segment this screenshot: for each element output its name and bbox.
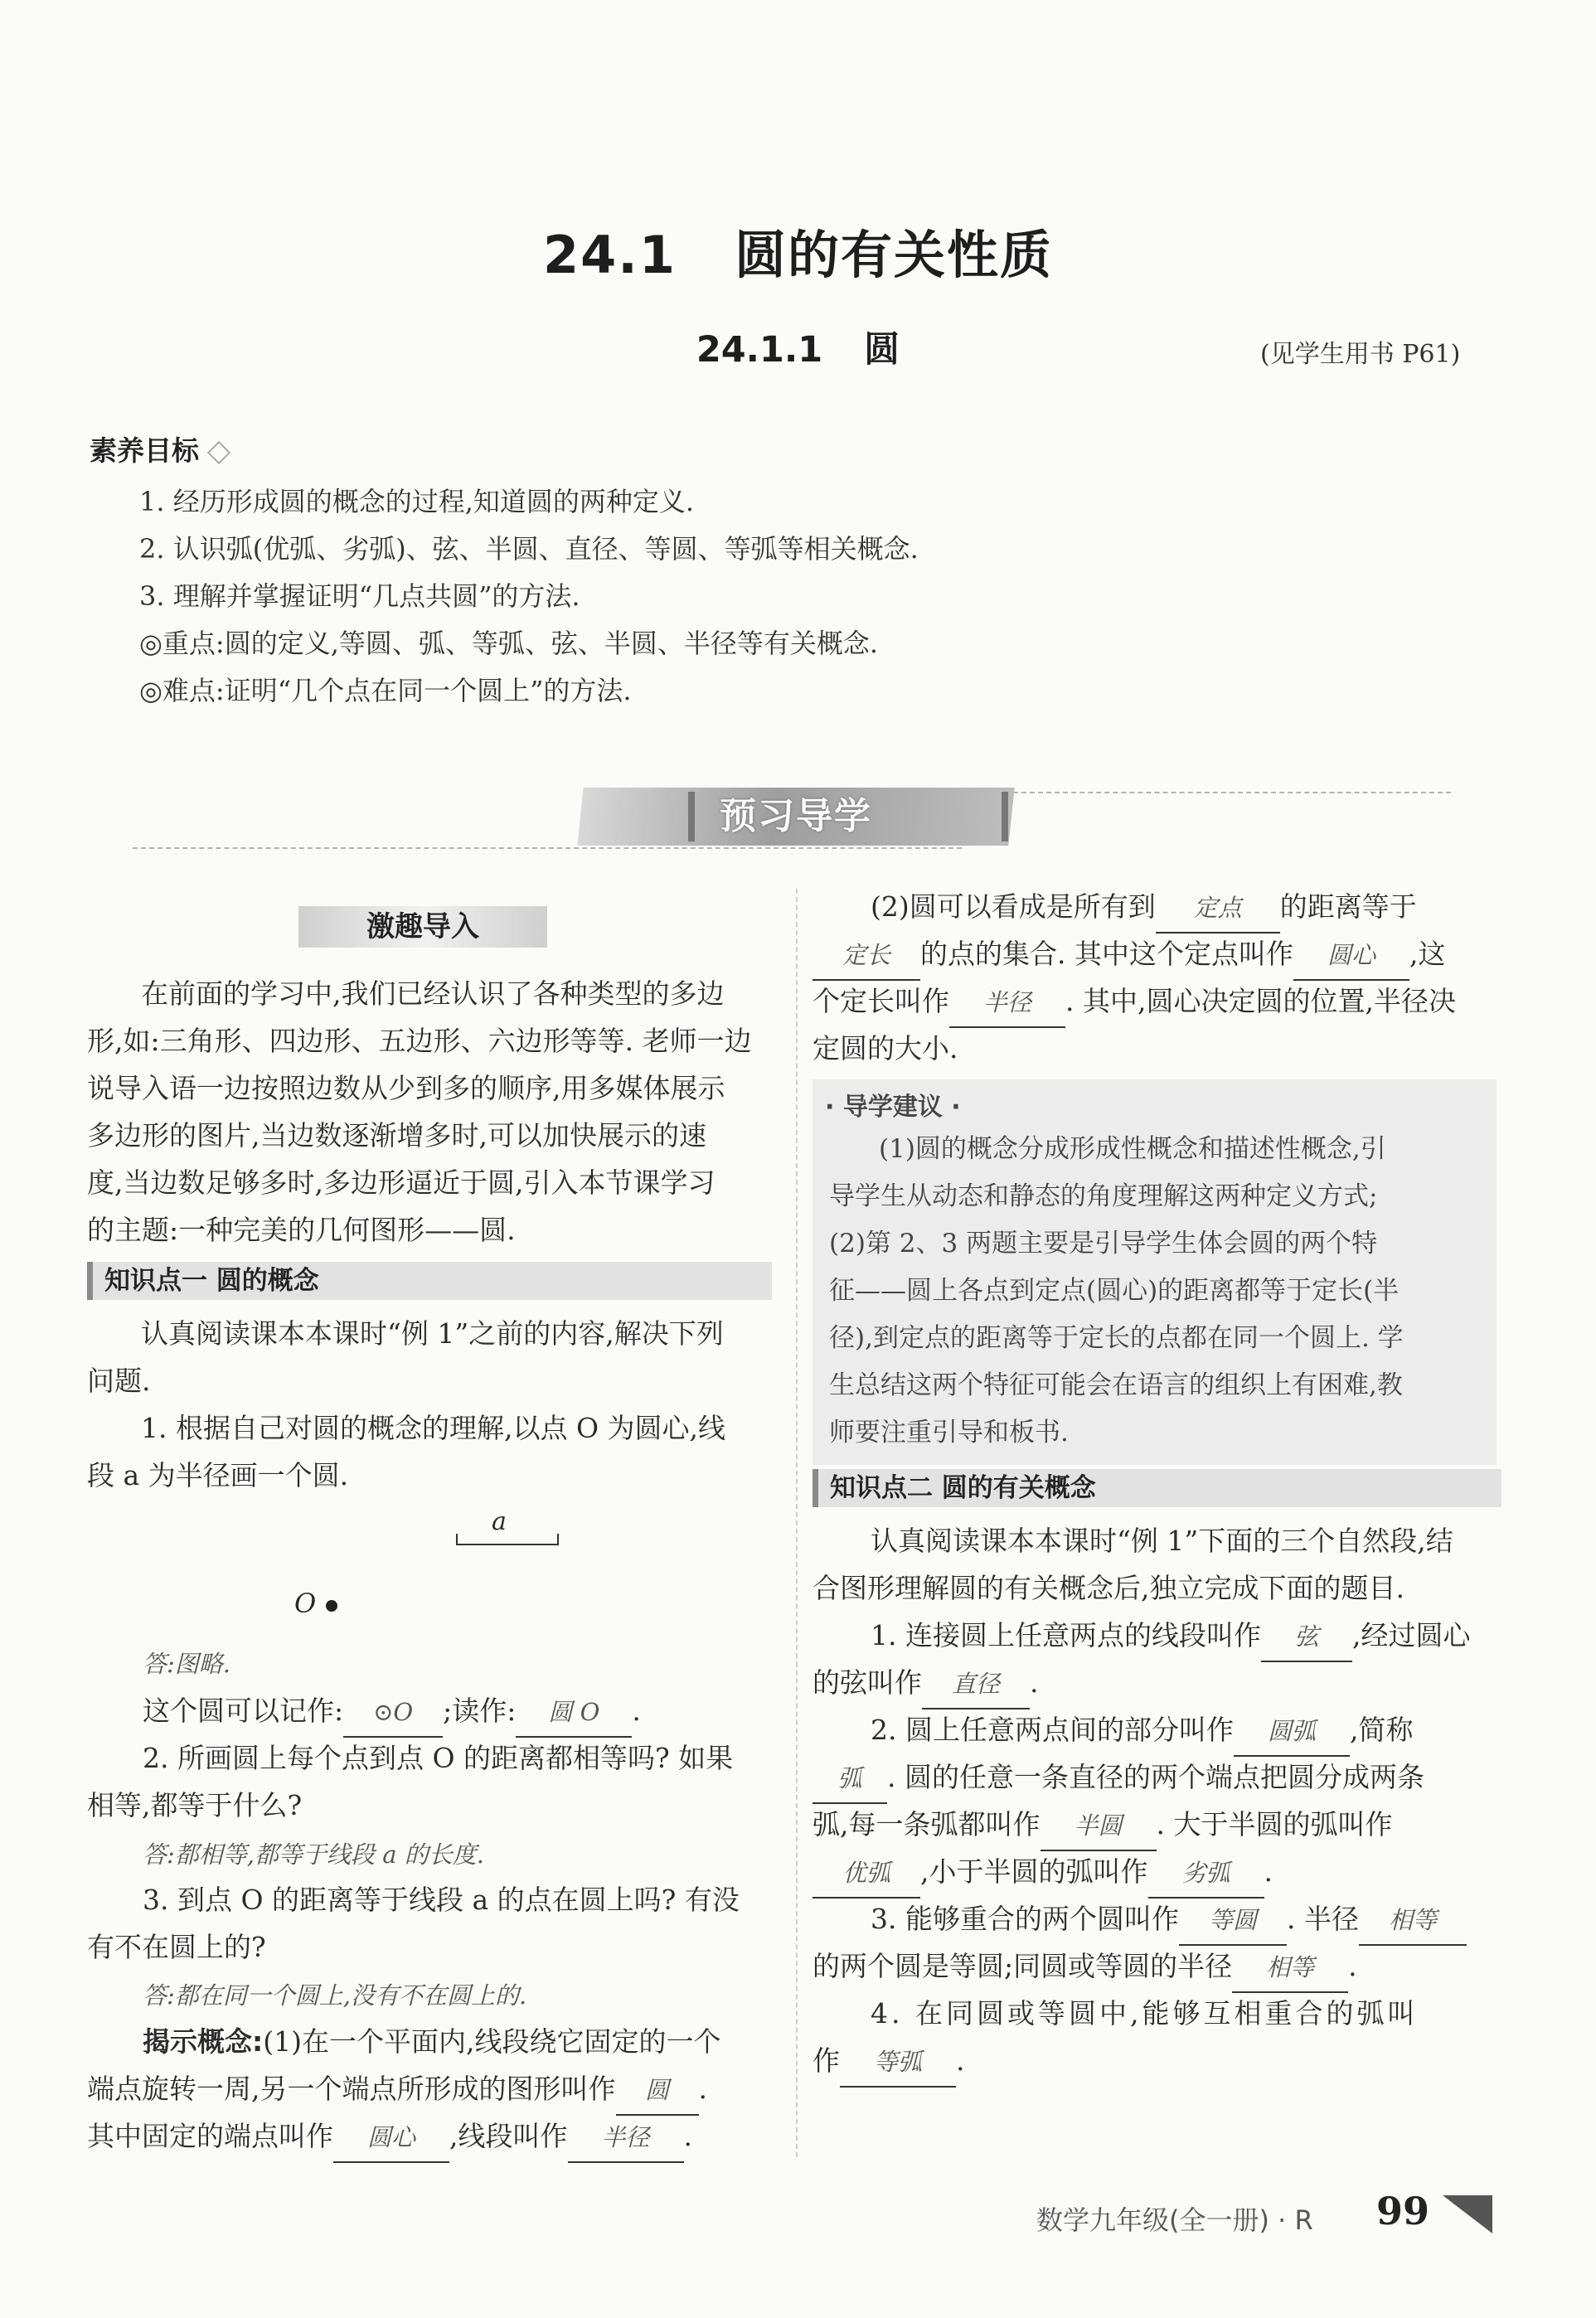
intro-heading: 激趣导入 <box>298 906 547 948</box>
blank-semicircle[interactable]: 半圆 <box>1041 1802 1157 1851</box>
blank-arc[interactable]: 弧 <box>813 1755 887 1804</box>
r3-line-2: 的两个圆是等圆;同圆或等圆的半径 相等 . <box>813 1942 1357 1993</box>
blank-radius-2[interactable]: 半径 <box>949 979 1065 1028</box>
blank-minor-arc[interactable]: 劣弧 <box>1148 1850 1264 1899</box>
reveal-heading: 揭示概念: <box>143 2025 264 2058</box>
blank-center[interactable]: 圆心 <box>333 2114 449 2163</box>
teaching-suggestion-heading: · 导学建议 · <box>825 1093 961 1122</box>
blank-center-2[interactable]: 圆心 <box>1293 932 1409 981</box>
def2-line-4: 定圆的大小. <box>813 1032 958 1064</box>
reveal-concept-line-2: 端点旋转一周,另一个端点所形成的图形叫作 圆 . <box>87 2065 707 2116</box>
blank-fixed-length[interactable]: 定长 <box>813 932 920 981</box>
diamond-icon <box>207 440 230 463</box>
column-divider <box>796 889 798 2157</box>
point-o-dot <box>326 1600 337 1612</box>
blank-circle[interactable]: 圆 <box>616 2067 699 2116</box>
segment-a <box>456 1534 559 1545</box>
question-1-cont: 段 a 为半径画一个圆. <box>87 1459 349 1491</box>
footer-book-title: 数学九年级(全一册) · R <box>1036 2204 1313 2236</box>
guide-line: (1)圆的概念分成形成性概念和描述性概念,引 <box>879 1134 1386 1164</box>
blank-equal-1[interactable]: 相等 <box>1359 1897 1467 1946</box>
knowledge-point-1-heading: 知识点一 圆的概念 <box>87 1262 772 1300</box>
knowledge-point-2-heading: 知识点二 圆的有关概念 <box>813 1469 1501 1507</box>
goal-difficulty: ◎难点:证明“几个点在同一个圆上”的方法. <box>139 675 632 706</box>
notation-line: 这个圆可以记作: ⊙O ;读作: 圆 O . <box>143 1687 641 1738</box>
guide-line: 师要注重引导和板书. <box>829 1418 1069 1448</box>
blank-equal-arcs[interactable]: 等弧 <box>840 2039 956 2088</box>
guide-line: 导学生从动态和静态的角度理解这两种定义方式; <box>829 1181 1378 1211</box>
k1-instruction-cont: 问题. <box>87 1365 151 1397</box>
k1-instruction: 认真阅读课本本课时“例 1”之前的内容,解决下列 <box>141 1317 724 1350</box>
question-3: 3. 到点 O 的距离等于线段 a 的点在圆上吗? 有没 <box>143 1884 740 1916</box>
def2-line-3: 个定长叫作 半径 . 其中,圆心决定圆的位置,半径决 <box>813 977 1456 1028</box>
blank-fixed-point[interactable]: 定点 <box>1156 885 1280 934</box>
goals-heading: 素养目标 <box>90 429 227 468</box>
blank-diameter[interactable]: 直径 <box>922 1661 1030 1709</box>
answer-3: 答:都在同一个圆上,没有不在圆上的. <box>143 1981 527 2010</box>
banner-divider-bottom <box>133 847 962 849</box>
r1-line-2: 的弦叫作 直径 . <box>813 1659 1039 1709</box>
question-3-cont: 有不在圆上的? <box>87 1931 266 1963</box>
page-number: 99 <box>1376 2189 1430 2233</box>
r2-line-3: 弧,每一条弧都叫作 半圆 . 大于半圆的弧叫作 <box>813 1801 1392 1851</box>
guide-line: 生总结这两个特征可能会在语言的组织上有困难,教 <box>829 1370 1403 1400</box>
r2-line-2: 弧 . 圆的任意一条直径的两个端点把圆分成两条 <box>813 1753 1424 1804</box>
question-1: 1. 根据自己对圆的概念的理解,以点 O 为圆心,线 <box>141 1412 725 1444</box>
segment-a-label: a <box>492 1507 507 1536</box>
blank-arc-full[interactable]: 圆弧 <box>1234 1708 1350 1757</box>
reveal-concept-line-3: 其中固定的端点叫作 圆心 ,线段叫作 半径 . <box>87 2112 692 2163</box>
goal-item: 2. 认识弧(优弧、劣弧)、弦、半圆、直径、等圆、等弧等相关概念. <box>139 533 919 565</box>
r2-line-1: 2. 圆上任意两点间的部分叫作 圆弧 ,简称 <box>871 1706 1413 1757</box>
guide-line: 征——圆上各点到定点(圆心)的距离都等于定长(半 <box>829 1276 1400 1306</box>
goal-key-point: ◎重点:圆的定义,等圆、弧、等弧、弦、半圆、半径等有关概念. <box>139 628 879 659</box>
question-2: 2. 所画圆上每个点到点 O 的距离都相等吗? 如果 <box>143 1742 734 1774</box>
k2-instruction-cont: 合图形理解圆的有关概念后,独立完成下面的题目. <box>813 1572 1404 1604</box>
subsection-number: 24.1.1 <box>696 329 823 371</box>
blank-reading[interactable]: 圆 O <box>516 1689 632 1738</box>
blank-radius[interactable]: 半径 <box>568 2114 684 2163</box>
blank-chord[interactable]: 弦 <box>1261 1613 1352 1662</box>
corner-arrow-icon <box>1443 2195 1492 2233</box>
r1-line-1: 1. 连接圆上任意两点的线段叫作 弦 ,经过圆心 <box>871 1612 1470 1662</box>
reveal-concept-line-1: 揭示概念:(1)在一个平面内,线段绕它固定的一个 <box>143 2025 721 2058</box>
goal-item: 1. 经历形成圆的概念的过程,知道圆的两种定义. <box>139 486 695 517</box>
def2-line-2: 定长 的点的集合. 其中这个定点叫作 圆心 ,这 <box>813 930 1445 981</box>
intro-line: 说导入语一边按照边数从少到多的顺序,用多媒体展示 <box>87 1072 725 1104</box>
blank-equal-circles[interactable]: 等圆 <box>1179 1897 1287 1946</box>
section-number: 24.1 <box>543 225 677 285</box>
blank-major-arc[interactable]: 优弧 <box>813 1850 920 1899</box>
subsection-name: 圆 <box>864 329 900 371</box>
book-reference: (见学生用书 P61) <box>1260 340 1461 369</box>
r4-line-1: 4. 在同圆或等圆中,能够互相重合的弧叫 <box>871 1997 1419 2029</box>
guide-line: (2)第 2、3 两题主要是引导学生体会圆的两个特 <box>829 1229 1378 1258</box>
point-o-label: O <box>294 1588 317 1619</box>
answer-1: 答:图略. <box>143 1650 230 1678</box>
k2-instruction: 认真阅读课本本课时“例 1”下面的三个自然段,结 <box>871 1525 1453 1557</box>
answer-2: 答:都相等,都等于线段 a 的长度. <box>143 1840 484 1869</box>
guide-line: 径),到定点的距离等于定长的点都在同一个圆上. 学 <box>829 1323 1404 1353</box>
def2-line-1: (2)圆可以看成是所有到 定点 的距离等于 <box>871 883 1417 934</box>
blank-equal-2[interactable]: 相等 <box>1232 1944 1348 1993</box>
r3-line-1: 3. 能够重合的两个圆叫作 等圆 . 半径 相等 <box>871 1895 1467 1946</box>
section-title <box>0 214 1596 288</box>
question-2-cont: 相等,都等于什么? <box>87 1789 303 1821</box>
r4-line-2: 作 等弧 . <box>813 2037 965 2088</box>
intro-line: 形,如:三角形、四边形、五边形、六边形等等. 老师一边 <box>87 1025 752 1057</box>
r2-line-4: 优弧 ,小于半圆的弧叫作 劣弧 . <box>813 1848 1273 1899</box>
section-name: 圆的有关性质 <box>734 225 1053 285</box>
banner-title: 预习导学 <box>720 795 872 837</box>
intro-line: 在前面的学习中,我们已经认识了各种类型的多边 <box>141 977 725 1010</box>
blank-notation[interactable]: ⊙O <box>343 1689 443 1738</box>
intro-line: 度,当边数足够多时,多边形逼近于圆,引入本节课学习 <box>87 1166 716 1199</box>
intro-line: 多边形的图片,当边数逐渐增多时,可以加快展示的速 <box>87 1119 706 1152</box>
goal-item: 3. 理解并掌握证明“几点共圆”的方法. <box>139 580 580 612</box>
intro-line: 的主题:一种完美的几何图形——圆. <box>87 1214 516 1246</box>
